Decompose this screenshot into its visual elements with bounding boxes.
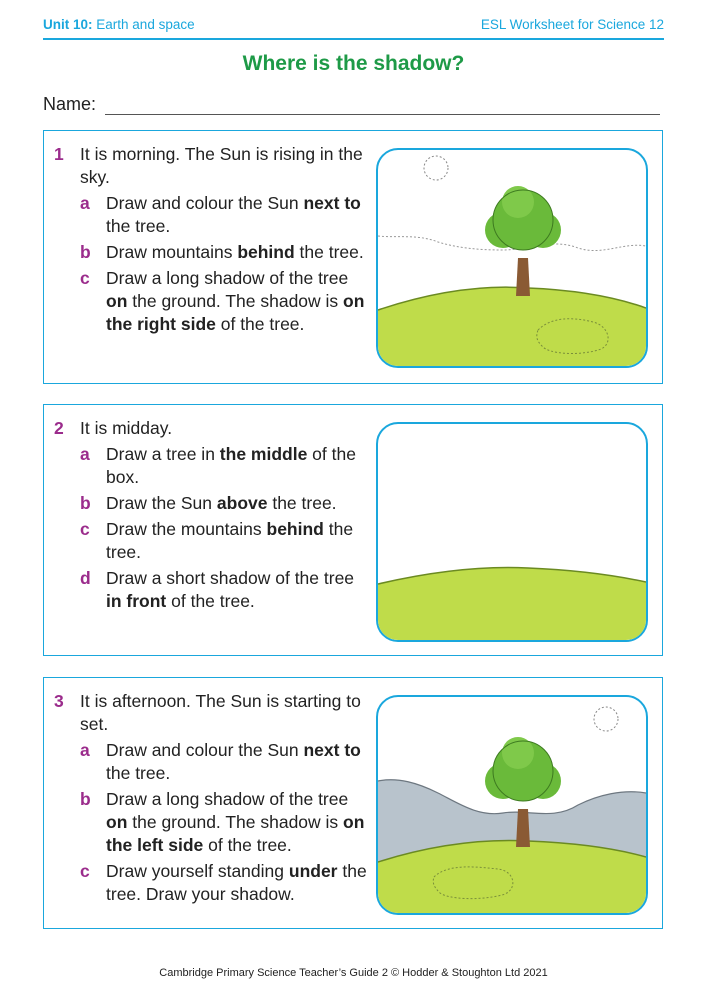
tree-trunk: [516, 258, 530, 296]
instruction-text: Draw a long shadow of the tree: [106, 268, 349, 288]
bold-keyword: behind: [266, 519, 324, 539]
morning-scene-illustration: [378, 150, 646, 366]
instruction-text: of the tree.: [203, 835, 292, 855]
instruction-item: [80, 518, 374, 564]
instruction-text: Draw a tree in: [106, 444, 220, 464]
worksheet-label: ESL Worksheet for Science 12: [480, 17, 664, 32]
instruction-text: Draw mountains: [106, 242, 238, 262]
unit-label: [43, 17, 195, 32]
dotted-sun-outline: [424, 156, 448, 180]
question-3-text: [54, 690, 374, 906]
instruction-letter: c: [80, 861, 90, 881]
unit-topic: Earth and space: [96, 17, 195, 32]
instruction-item: [80, 267, 374, 336]
instruction-item: [80, 492, 374, 515]
instruction-text: the tree.: [294, 242, 364, 262]
dotted-sun-outline: [594, 707, 618, 731]
afternoon-scene-illustration: [378, 697, 646, 913]
instruction-text: the tree.: [267, 493, 337, 513]
instruction-item: [80, 241, 374, 264]
instruction-text: Draw and colour the Sun: [106, 193, 304, 213]
tree-trunk: [516, 809, 530, 847]
instruction-text: Draw yourself standing: [106, 861, 289, 881]
instruction-letter: c: [80, 519, 90, 539]
question-2: [43, 404, 663, 656]
instruction-letter: a: [80, 740, 90, 760]
bold-keyword: next to: [303, 740, 361, 760]
bold-keyword: above: [216, 493, 268, 513]
instruction-letter: a: [80, 444, 90, 464]
instruction-text: the tree. Draw your shadow.: [106, 861, 367, 904]
instruction-letter: b: [80, 789, 91, 809]
instruction-list: [54, 443, 374, 613]
instruction-letter: a: [80, 193, 90, 213]
bold-keyword: on the right side: [106, 291, 365, 334]
midday-drawing-box[interactable]: [376, 422, 648, 642]
instruction-item: [80, 739, 374, 785]
instruction-text: Draw a short shadow of the tree: [106, 568, 355, 588]
instruction-item: [80, 567, 374, 613]
instruction-text: Draw a long shadow of the tree: [106, 789, 349, 809]
bold-keyword: on: [106, 291, 128, 311]
instruction-text: of the box.: [106, 444, 356, 487]
instruction-text: the ground. The shadow is: [127, 812, 344, 832]
afternoon-drawing-box[interactable]: [376, 695, 648, 915]
page-title: Where is the shadow?: [242, 52, 465, 75]
unit-number: Unit 10:: [43, 17, 93, 32]
instruction-text: Draw and colour the Sun: [106, 740, 304, 760]
grass-hill: [378, 568, 646, 640]
instruction-letter: b: [80, 242, 91, 262]
morning-drawing-box[interactable]: [376, 148, 648, 368]
instruction-letter: c: [80, 268, 90, 288]
name-field[interactable]: [105, 114, 660, 115]
bold-keyword: the middle: [219, 444, 308, 464]
question-3: [43, 677, 663, 929]
bold-keyword: on the left side: [106, 812, 365, 855]
question-intro: It is midday.: [80, 418, 173, 438]
question-intro: It is afternoon. The Sun is starting to set.: [80, 691, 361, 734]
question-intro: It is morning. The Sun is rising in the sky.: [80, 144, 363, 187]
instruction-text: of the tree.: [166, 591, 255, 611]
bold-keyword: next to: [303, 193, 361, 213]
question-2-text: [54, 417, 374, 613]
instruction-letter: d: [80, 568, 91, 588]
question-1: [43, 130, 663, 384]
instruction-item: [80, 860, 374, 906]
bold-keyword: in front: [106, 591, 167, 611]
instruction-list: [54, 192, 374, 336]
name-label: Name:: [43, 94, 97, 114]
bold-keyword: on: [106, 812, 128, 832]
instruction-text: Draw the Sun: [106, 493, 217, 513]
bold-keyword: behind: [237, 242, 295, 262]
instruction-list: [54, 739, 374, 906]
question-number: 2: [54, 418, 64, 438]
question-number: 1: [54, 144, 64, 164]
instruction-item: [80, 788, 374, 857]
instruction-text: the tree.: [106, 216, 171, 236]
instruction-text: the tree.: [106, 763, 171, 783]
instruction-item: [80, 443, 374, 489]
instruction-text: the ground. The shadow is: [127, 291, 344, 311]
midday-scene-illustration: [378, 424, 646, 640]
instruction-letter: b: [80, 493, 91, 513]
instruction-text: the tree.: [106, 519, 354, 562]
question-number: 3: [54, 691, 64, 711]
page-header: [43, 14, 664, 40]
bold-keyword: under: [288, 861, 338, 881]
instruction-text: Draw the mountains: [106, 519, 267, 539]
question-1-text: [54, 143, 374, 336]
instruction-item: [80, 192, 374, 238]
page-footer: Cambridge Primary Science Teacher’s Guide 2 © Hodder & Stoughton Ltd 2021: [159, 967, 548, 979]
instruction-text: of the tree.: [215, 314, 305, 334]
